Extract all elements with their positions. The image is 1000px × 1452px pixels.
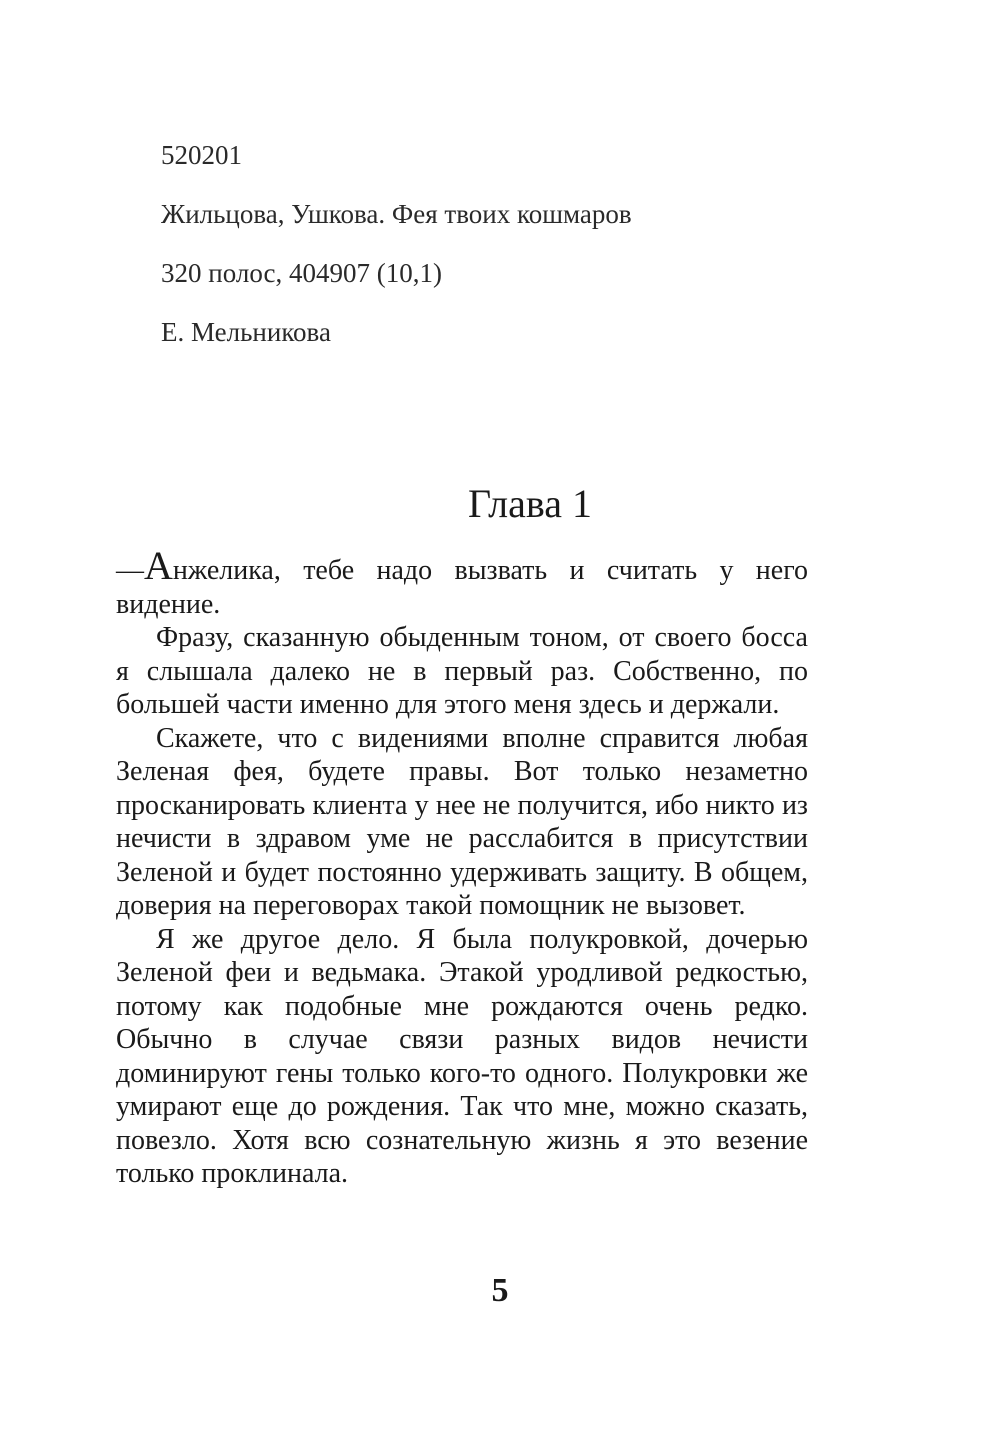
chapter-title: Глава 1: [468, 481, 592, 526]
chapter-body: [116, 543, 808, 1191]
print-code: 520201: [161, 140, 242, 170]
opening-dash: —: [116, 555, 144, 586]
book-title-line: Жильцова, Ушкова. Фея твоих кошмаров: [161, 199, 632, 229]
opening-text: нжелика, тебе надо вызвать и считать у него видение.: [116, 555, 808, 620]
opening-paragraph: [116, 543, 808, 621]
paragraph: Я же другое дело. Я была полукровкой, дочерью Зеленой феи и ведьмака. Этакой уродливой редкостью, потому как подобные мне рождаются очень редко. Обычно в случае связи разных видов нечисти доминируют гены только кого-то одного. Полукровки же умирают еще до рождения. Так что мне, можно сказать, повезло. Хотя всю сознательную жизнь я это везение только проклинала.: [116, 923, 808, 1189]
paragraph: Фразу, сказанную обыденным тоном, от своего босса я слышала далеко не в первый раз. Собственно, по большей части именно для этого меня здесь и держали.: [116, 622, 808, 720]
editor-name: Е. Мельникова: [161, 317, 331, 347]
drop-cap: А: [144, 543, 173, 588]
page-number: 5: [491, 1272, 509, 1309]
print-specs: 320 полос, 404907 (10,1): [161, 258, 442, 288]
paragraph: Скажете, что с видениями вполне справится любая Зеленая фея, будете правы. Вот только незаметно просканировать клиента у нее не получится, ибо никто из нечисти в здравом уме не расслабится в присутствии Зеленой и будет постоянно удерживать защиту. В общем, доверия на переговорах такой помощник не вызовет.: [116, 722, 808, 921]
